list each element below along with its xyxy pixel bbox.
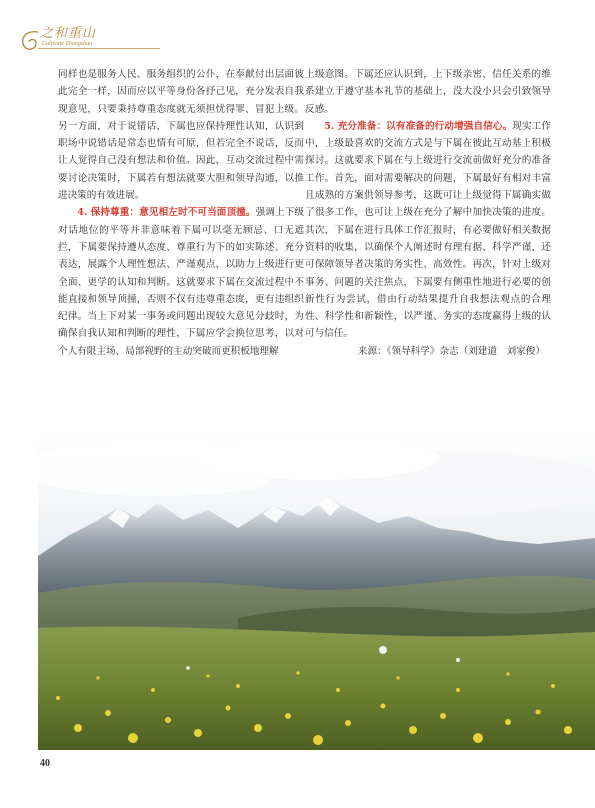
logo-subtitle: Cultivate Zhongshan [42,41,93,47]
left-paragraph-2-body: 强调上下级对话地位的平等并非意味着下属可以毫无顾忌、口无遮拦，下属要保持遵从态度、尊重行为下的如实陈述、充分表达，展露个人理性想法、严谨观点，以助力上级进行更全面、更学的认知和判断。这就要求下属在交流过程中不能直接和领导顶撞，否则不仅有违尊重态度，更有违组织纪律。当上下对某一事务或问题出现较大意见分歧时，为确保自我认知和判断的理性，下属应学会换位思考，以对个人有限主场、局部视野的主动突破而更积板地理解 [58,207,304,357]
landscape-photo [38,428,595,750]
right-paragraph-1: 上级意图。下属还应认识到，上下级亲密、信任关系的维系建立于遵守基本礼节的基础上，没大没小只会引致领导反感。 [305,69,551,115]
right-paragraph-2-body: 现实工作中，上级最喜欢的交流方式是与下属在彼此互动基上积极探讨。这就要求下属在与上级进行交流前做好充分的准备工作。首先，面对需要解决的问题，下属最好有相对丰富且成熟的方案供领导参考，这既可让上级觉得下属确实做了很多工作，也可让上级在充分了解中加快决策的进度。其次，下属在进行具体工作汇报时，有必要做好相关数据资料的收集，以确保个人阐述时有理有据、科学严谨，还可保障领导者决策的务实性、高效性。再次，针对上级对事务、问题的关注焦点，下属要有侧重性地进行必要的创新性行为尝试，借由行动结果提升自我想法观点的合理性、科学性和新颖性，以严谨、务实的态度赢得上级的认可与信任。 [305,120,551,340]
left-paragraph-2 [58,204,304,360]
mountain-meadow-image [38,428,595,750]
section-heading-4: 4. 保持尊重：意见相左时不可当面顶撞。 [77,207,256,219]
left-column [58,66,304,360]
magazine-logo [18,22,158,56]
section-heading-5: 5. 充分准备：以有准备的行动增强自信心。 [324,120,513,132]
logo-title: 之和重山 [40,26,97,41]
page-number: 40 [40,758,50,769]
logo-divider [38,48,160,49]
article-source: 来源：《领导科学》杂志（刘建道 刘家俊） [357,345,545,357]
right-paragraph-2 [305,118,551,343]
left-paragraph-1: 同样也是服务人民、服务组织的公仆，在奉献付出层面彼此完全一样，因而应以平等身份各抒己见，充分发表自我现意见，只要秉持尊重态度就无须担忧得罪、冒犯上级。另一方面，对于说错话，下属也应保持理性认知，认识到职场中说错话是常态也情有可原，但若完全不说话，反而让人觉得自己没有想法和价值。因此，互动交流过程中需要讨论决策时，下属若有想法就要大胆和领导沟通，以推进决策的有效进展。 [58,69,304,202]
right-column [305,66,551,360]
